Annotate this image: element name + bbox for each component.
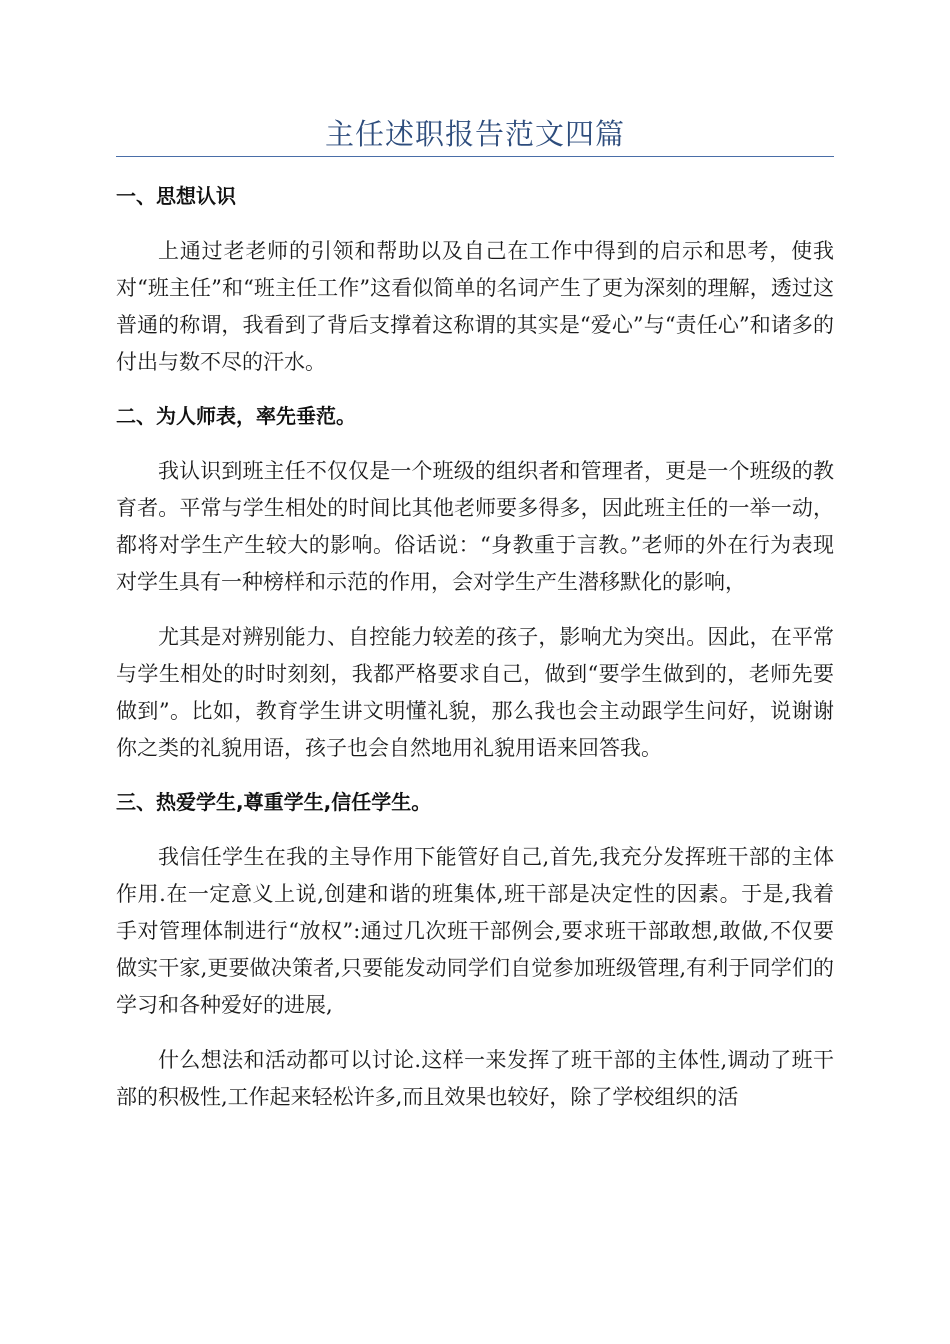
section-1-paragraph-1: 上通过老老师的引领和帮助以及自己在工作中得到的启示和思考，使我对“班主任”和“班主任工作”这看似简单的名词产生了更为深刻的理解，透过这普通的称谓，我看到了背后支撑着这称谓的其实是“爱心”与“责任心”和诸多的付出与数不尽的汗水。 xyxy=(116,239,834,374)
section-3-paragraph-2: 什么想法和活动都可以讨论.这样一来发挥了班干部的主体性,调动了班干部的积极性,工作起来轻松许多,而且效果也较好，除了学校组织的活 xyxy=(116,1048,834,1109)
document-page xyxy=(116,0,834,1116)
title-underline xyxy=(116,156,834,157)
section-heading-1: 一、思想认识 xyxy=(116,184,236,208)
section-heading-3: 三、热爱学生,尊重学生,信任学生。 xyxy=(116,790,432,814)
document-title: 主任述职报告范文四篇 xyxy=(324,117,625,151)
section-heading-2: 二、为人师表，率先垂范。 xyxy=(116,404,356,428)
section-3-paragraph-1: 我信任学生在我的主导作用下能管好自己,首先,我充分发挥班干部的主体作用.在一定意义上说,创建和谐的班集体,班干部是决定性的因素。于是,我着手对管理体制进行“放权”:通过几次班干部例会,要求班干部敢想,敢做,不仅要做实干家,更要做决策者,只要能发动同学们自觉参加班级管理,有利于同学们的学习和各种爱好的进展, xyxy=(116,845,834,1017)
section-2-paragraph-2: 尤其是对辨别能力、自控能力较差的孩子，影响尤为突出。因此，在平常与学生相处的时时刻刻，我都严格要求自己，做到“要学生做到的，老师先要做到”。比如，教育学生讲文明懂礼貌，那么我也会主动跟学生问好，说谢谢你之类的礼貌用语，孩子也会自然地用礼貌用语来回答我。 xyxy=(116,625,834,760)
section-2-paragraph-1: 我认识到班主任不仅仅是一个班级的组织者和管理者，更是一个班级的教育者。平常与学生相处的时间比其他老师要多得多，因此班主任的一举一动，都将对学生产生较大的影响。俗话说：“身教重于言教。”老师的外在行为表现对学生具有一种榜样和示范的作用，会对学生产生潜移默化的影响， xyxy=(116,459,834,594)
